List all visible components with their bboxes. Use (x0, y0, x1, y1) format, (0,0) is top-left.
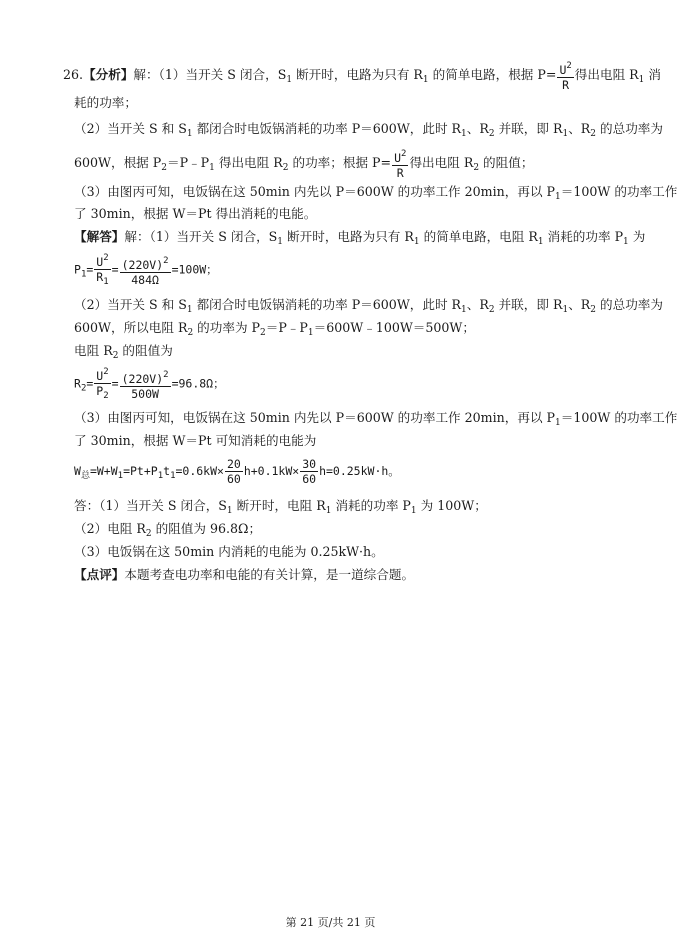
answer-line-2: （2）电阻 $R_2$ 的阻值为 96.8Ω； (74, 521, 262, 539)
solution-line-2c: 电阻 $R_2$ 的阻值为 (74, 343, 173, 361)
question-number: 26. (63, 67, 84, 82)
solution-line-3b: 了 30min，根据 W＝Pt 可知消耗的电能为 (74, 433, 317, 448)
solution-line-3: （3）由图丙可知，电饭锅在这 50min 内先以 P＝600W 的功率工作 20min，再以 $P_1=100W$ 的功率工作 (74, 410, 677, 428)
answer-line-1: 答：（1）当开关 S 闭合，$S_1$ 断开时，电阻 $R_1$ 消耗的功率 $P_1$ 为 100W； (74, 498, 487, 516)
analysis-tag: 【分析】 (83, 67, 134, 82)
analysis-line-1b: 耗的功率； (74, 95, 137, 110)
solution-line-2: （2）当开关 S 和 $S_1$ 都闭合时电饭锅消耗的功率 P＝600W，此时 $R_1$、$R_2$ 并联，即 $R_1$、$R_2$ 的总功率为 (74, 297, 663, 315)
formula-u2-over-r: $\frac{U^2}{R}$ (559, 61, 572, 92)
formula-u2-over-r-2: $\frac{U^2}{R}$ (394, 149, 407, 180)
page-footer: 第 21 页/共 21 页 (285, 916, 376, 929)
analysis-line-2: （2）当开关 S 和 $S_1$ 都闭合时电饭锅消耗的功率 P＝600W，此时 $R_1$、$R_2$ 并联，即 $R_1$、$R_2$ 的总功率为 (74, 121, 663, 139)
solution-line-2b: 600W，所以电阻 $R_2$ 的功率为 $P_2=P﹣P_1=600W﹣100W=500W$； (74, 320, 475, 338)
analysis-line-3b: 了 30min，根据 W＝Pt 得出消耗的电能。 (74, 206, 317, 221)
analysis-line-1: 26.【分析】解：（1）当开关 S 闭合，$S_1$ 断开时，电路为只有 $R_1$ 的简单电路，根据 P= $\frac{U^2}{R}$ 得出电阻 $R_1$ 消 (63, 61, 662, 92)
solution-line-1: 【解答】解：（1）当开关 S 闭合，$S_1$ 断开时，电路为只有 $R_1$ 的简单电路，电阻 $R_1$ 消耗的功率 $P_1$ 为 (74, 229, 646, 247)
comment-line: 【点评】本题考查电功率和电能的有关计算，是一道综合题。 (74, 567, 415, 582)
equation-r2: $R_2=$ $\frac{U^2}{P_2}$ = $\frac{(220V)^2}{500W}$ =96.8Ω； (74, 367, 225, 401)
answer-line-3: （3）电饭锅在这 50min 内消耗的电能为 0.25kW·h。 (74, 544, 384, 559)
analysis-line-3: （3）由图丙可知，电饭锅在这 50min 内先以 P＝600W 的功率工作 20min，再以 $P_1=100W$ 的功率工作 (74, 184, 677, 202)
equation-w-total: $W_总=W+W_1=Pt+P_1t_1=0.6kW\times$ $\frac{20}{60}$ h+0.1kW× $\frac{30}{60}$ h=0.25kW·h。 (74, 457, 400, 486)
comment-tag: 【点评】 (74, 567, 125, 582)
analysis-line-2b: 600W，根据 $P_2=P﹣P_1$ 得出电阻 $R_2$ 的功率；根据 P= $\frac{U^2}{R}$ 得出电阻 $R_2$ 的阻值； (74, 149, 534, 180)
solution-tag: 【解答】 (74, 229, 125, 244)
equation-p1: $P_1=$ $\frac{U^2}{R_1}$ = $\frac{(220V)^2}{484\Omega}$ =100W； (74, 253, 218, 287)
